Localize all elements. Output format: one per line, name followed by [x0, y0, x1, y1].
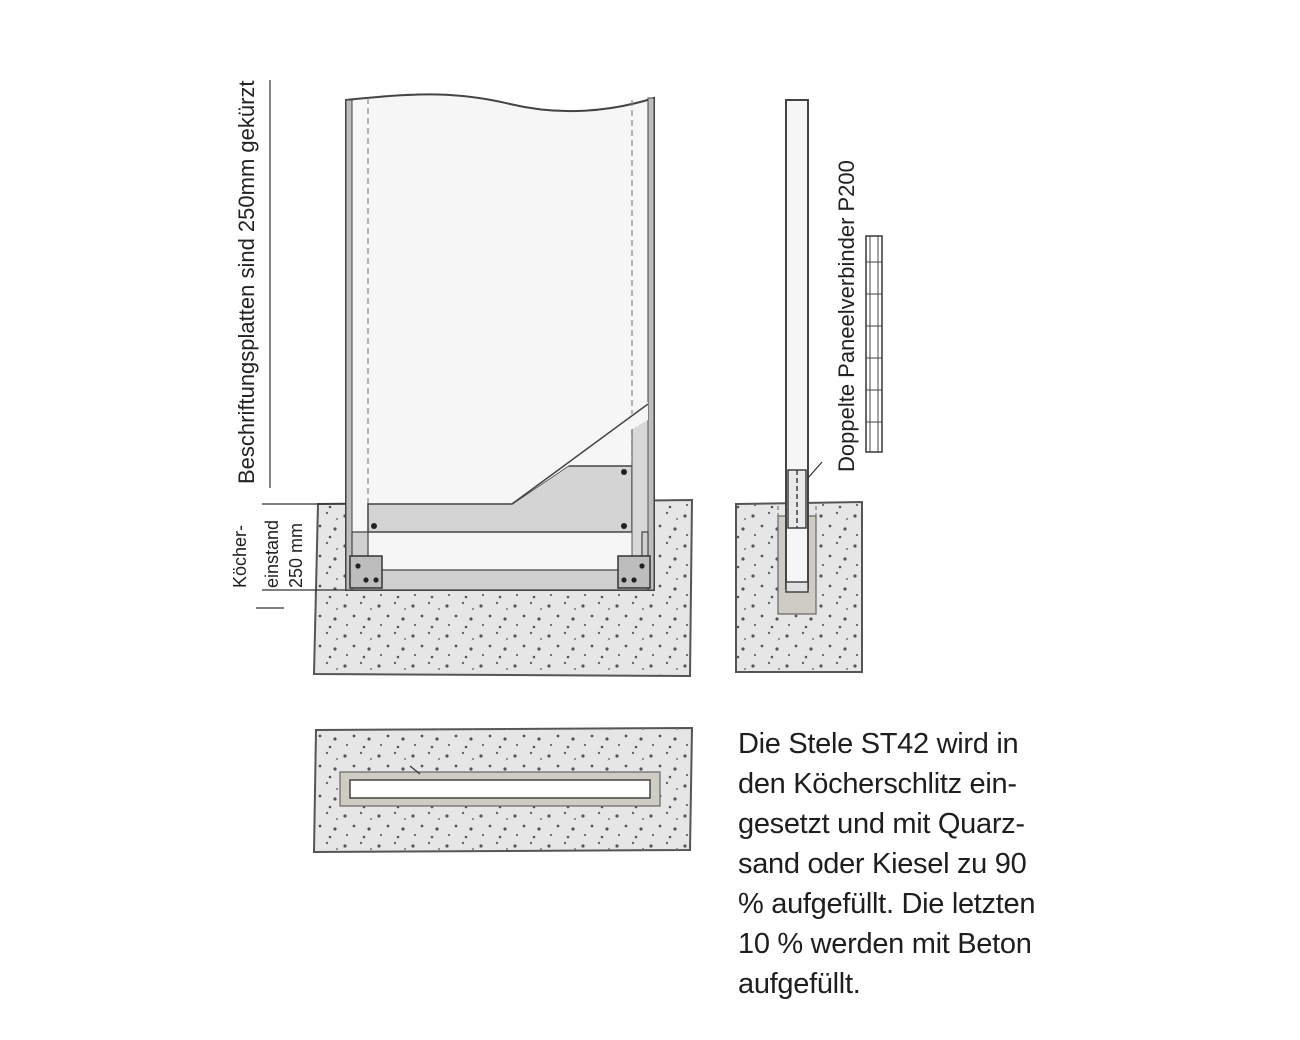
- side-view: [736, 100, 882, 672]
- front-view: [230, 80, 692, 676]
- panel-connector-detail: [866, 236, 882, 452]
- connector-label: Doppelte Paneelverbinder P200: [834, 160, 859, 472]
- description-line: % aufgefüllt. Die letzten: [738, 888, 1036, 920]
- plates-shortened-label: Beschriftungsplatten sind 250mm gekürzt: [234, 80, 259, 484]
- description-line: gesetzt und mit Quarz-: [738, 808, 1025, 840]
- bracket-left: [350, 556, 382, 588]
- top-view: [314, 728, 692, 852]
- description-line: aufgefüllt.: [738, 968, 861, 1000]
- bracket-right: [618, 556, 650, 588]
- installation-description: [738, 724, 1058, 1004]
- description-line: den Köcherschlitz ein-: [738, 768, 1017, 800]
- description-line: sand oder Kiesel zu 90: [738, 848, 1027, 880]
- description-line: Die Stele ST42 wird in: [738, 728, 1019, 760]
- socket-depth-label-line3: 250 mm: [286, 522, 306, 588]
- description-line: 10 % werden mit Beton: [738, 928, 1032, 960]
- socket-depth-label-line2: einstand: [262, 519, 282, 588]
- socket-depth-label-line1: Köcher-: [230, 524, 250, 588]
- top-stele-slot: [350, 780, 650, 798]
